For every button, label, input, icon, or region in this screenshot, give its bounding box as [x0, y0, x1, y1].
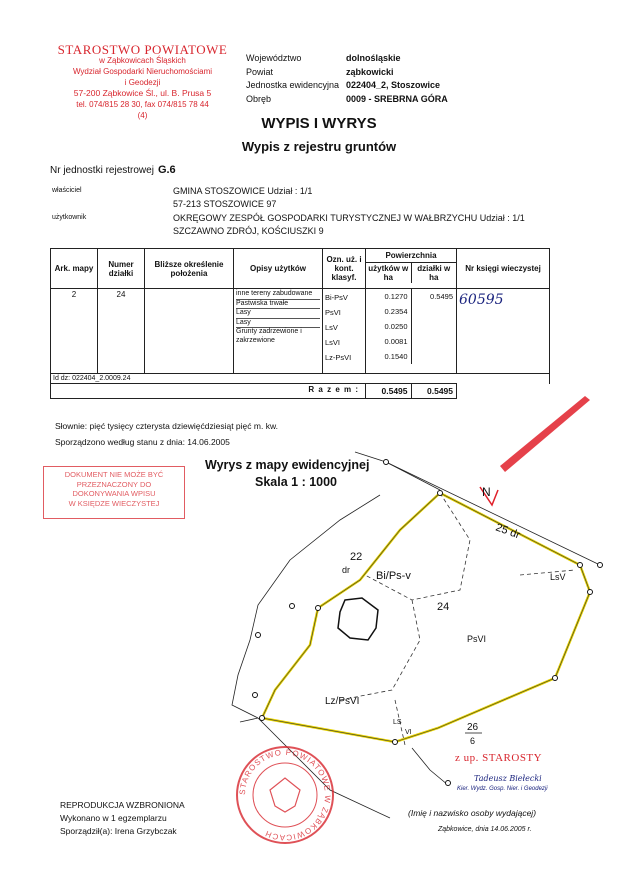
col-ozn: Ozn. uż. i kont. klasyf. — [323, 249, 366, 289]
uz-item: 0.1270 — [384, 292, 408, 301]
map-label-vi: VI — [405, 729, 412, 736]
seal-text: STAROSTWO POWIATOWE W ZĄBKOWICACH — [237, 747, 333, 843]
map-label-psvi: PsVI — [467, 634, 487, 644]
footer-copies: Wykonano w 1 egzemplarzu — [60, 813, 167, 823]
office-dept1: Wydział Gospodarki Nieruchomościami — [72, 67, 213, 76]
meta-label: Jednostka ewidencyjna — [246, 80, 340, 90]
office-phone: tel. 074/815 28 30, fax 074/815 78 44 — [76, 100, 209, 109]
building-icon — [338, 598, 378, 640]
map-label-22: 22 — [350, 551, 363, 563]
ozn-item: LsV — [325, 323, 338, 332]
map-label-22-dr: dr — [342, 565, 351, 575]
map-label-24: 24 — [437, 601, 450, 613]
meta-value: 022404_2, Stoszowice — [346, 80, 441, 90]
user-label: użytkownik — [52, 214, 87, 221]
stamp-line: DOKONYWANIA WPISU — [72, 489, 156, 498]
signature-caption: (Imię i nazwisko osoby wydającej) — [408, 808, 537, 818]
place-date: Ząbkowice, dnia 14.06.2005 r. — [438, 826, 532, 833]
razem-uz: 0.5495 — [366, 384, 412, 398]
col-numer: Numer działki — [98, 249, 145, 289]
user-line2: SZCZAWNO ZDRÓJ, KOŚCIUSZKI 9 — [173, 226, 324, 236]
pow-dz-header: działki w ha — [417, 264, 451, 282]
footer-reproduction: REPRODUKCJA WZBRONIONA — [60, 800, 185, 810]
stamp-line: PRZEZNACZONY DO — [76, 479, 152, 489]
signature-zup: z up. STAROSTY — [455, 752, 543, 764]
col-blizsze: Bliższe określenie położenia — [145, 249, 234, 289]
map-label-ls: LS — [393, 719, 402, 726]
opis-item: Lasy — [236, 319, 320, 329]
opis-item: Grunty zadrzewione i zakrzewione — [236, 328, 302, 344]
office-address: 57-200 Ząbkowice Śl., ul. B. Prusa 5 — [73, 88, 212, 98]
map-label-25: 25 dr — [493, 521, 522, 542]
pow-header: Powierzchnia — [366, 249, 456, 263]
round-seal — [237, 747, 333, 843]
unit-label: Nr jednostki rejestrowej — [50, 165, 154, 176]
map-labels — [325, 485, 566, 746]
opis-item: Pastwiska trwałe — [236, 300, 320, 310]
office-name: STAROSTWO POWIATOWE — [57, 42, 228, 57]
stamp-line: W KSIĘDZE WIECZYSTEJ — [68, 498, 160, 508]
ksiega-handwritten: 60595 — [459, 292, 504, 308]
meta-value: dolnośląskie — [346, 53, 401, 63]
ozn-item: Bi-PsV — [325, 293, 348, 302]
dz-value: 0.5495 — [430, 292, 453, 301]
uz-item: 0.2354 — [384, 307, 408, 316]
map-label-bi: Bi/Ps-v — [376, 570, 411, 582]
eagle-icon — [270, 778, 300, 812]
uz-item: 0.0081 — [384, 337, 408, 346]
map-label-26: 26 — [467, 722, 479, 733]
opis-item: inne tereny zabudowane — [236, 290, 320, 300]
opis-item: Lasy — [236, 309, 320, 319]
footer-prepared-by: Sporządził(a): Irena Grzybczak — [60, 826, 177, 836]
meta-label: Województwo — [246, 53, 302, 63]
user-line1: OKRĘGOWY ZESPÓŁ GOSPODARKI TURYSTYCZNEJ W WAŁBRZYCHU Udział : 1/1 — [173, 213, 525, 223]
col-opisy: Opisy użytków — [234, 249, 323, 289]
stamp-line: DOKUMENT NIE MOŻE BYĆ — [64, 470, 164, 479]
uz-item: 0.0250 — [384, 322, 408, 331]
signature-name: Tadeusz Biełecki — [474, 774, 542, 783]
document-title: WYPIS I WYRYS — [261, 115, 377, 132]
sporzadzono: Sporządzono według stanu z dnia: 14.06.2005 — [55, 437, 230, 447]
office-dept2: i Geodezji — [124, 78, 161, 87]
col-ksiega: Nr księgi wieczystej — [457, 249, 550, 289]
parcel-id: Id dz: 022404_2.0009.24 — [51, 374, 550, 384]
col-ark: Ark. mapy — [51, 249, 98, 289]
map-label-26-den: 6 — [470, 736, 476, 746]
ozn-item: PsVI — [325, 308, 341, 317]
razem-label: R a z e m : — [51, 384, 366, 399]
unit-value: G.6 — [157, 164, 176, 176]
owner-line2: 57-213 STOSZOWICE 97 — [173, 199, 277, 209]
map-label-north: N — [482, 485, 491, 499]
ozn-item: LsVI — [325, 338, 341, 347]
map-label-lz: Lz/PsVI — [325, 696, 360, 707]
meta-label: Obręb — [246, 93, 272, 104]
wyrys-scale: Skala 1 : 1000 — [255, 475, 338, 489]
meta-value: ząbkowicki — [346, 66, 394, 77]
contour-lines — [340, 493, 575, 745]
owner-line1: GMINA STOSZOWICE Udział : 1/1 — [173, 186, 313, 196]
cell-numer: 24 — [98, 289, 145, 374]
document-subtitle: Wypis z rejestru gruntów — [241, 139, 397, 154]
signature-title: Kier. Wydz. Gosp. Nier. i Geodezji — [457, 786, 548, 792]
svg-text:STAROSTWO POWIATOWE W ZĄBKOWIC — [238, 748, 332, 842]
owner-label: właściciel — [52, 187, 82, 194]
razem-dz: 0.5495 — [427, 386, 453, 396]
cell-ark: 2 — [51, 289, 98, 374]
pow-uz-header: użytków w ha — [366, 263, 412, 283]
map-label-lsv: LsV — [550, 572, 566, 582]
ozn-item: Lz-PsVI — [325, 353, 352, 362]
uz-item: 0.1540 — [384, 352, 408, 361]
meta-value: 0009 - SREBRNA GÓRA — [346, 93, 448, 104]
office-num: (4) — [137, 111, 148, 120]
survey-points — [253, 460, 603, 786]
parcel-24-outline — [262, 493, 590, 742]
office-city: w Ząbkowicach Śląskich — [99, 56, 186, 65]
wyrys-title: Wyrys z mapy ewidencyjnej — [205, 458, 370, 472]
meta-label: Powiat — [246, 66, 274, 77]
north-arrow-icon — [500, 396, 590, 472]
slownie: Słownie: pięć tysięcy czterysta dziewięćdziesiąt pięć m. kw. — [55, 421, 278, 431]
